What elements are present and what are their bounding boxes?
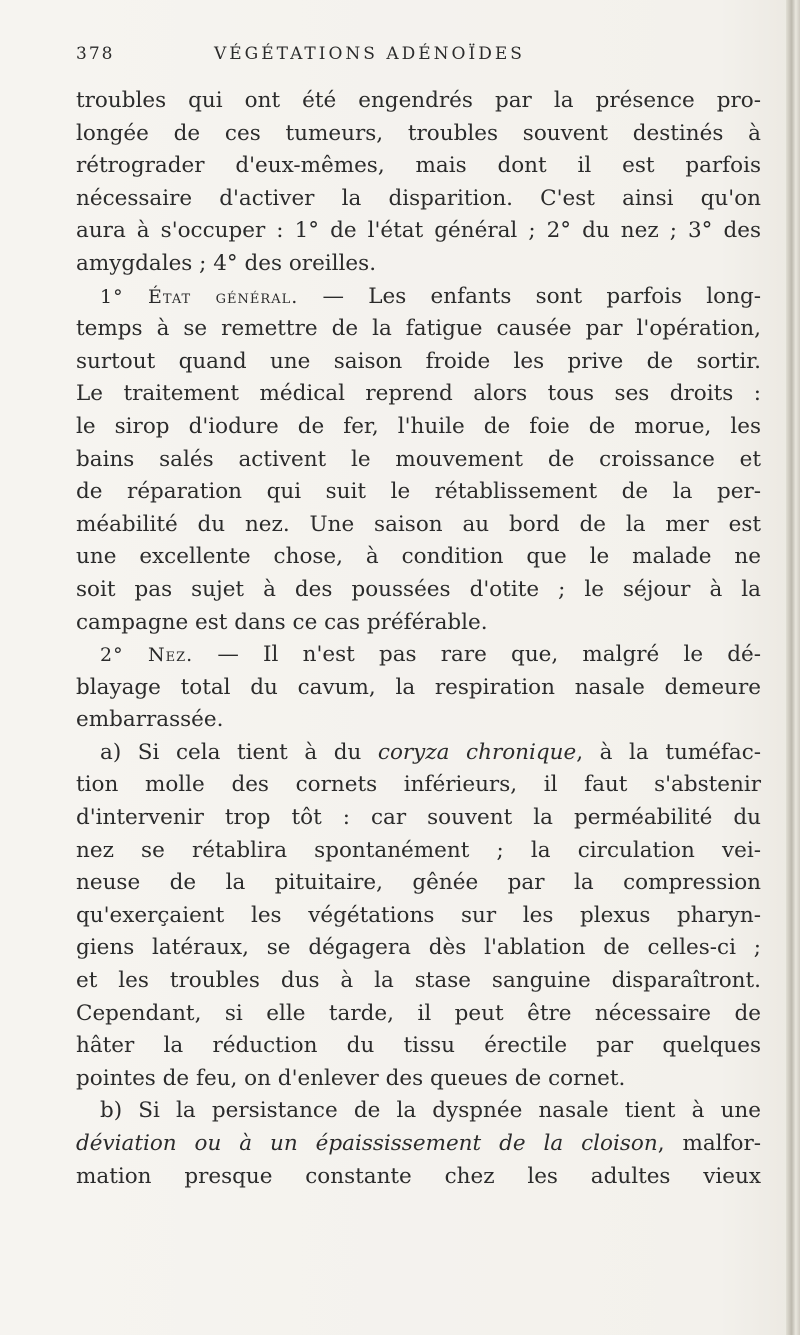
text-line: qu'exerçaient les végétations sur les plexus pharyn- (76, 902, 761, 928)
text-line: aura à s'occuper : 1° de l'état général ; 2° du nez ; 3° des (76, 218, 761, 244)
text-line: mation presque constante chez les adultes vieux (76, 1163, 761, 1189)
page-edge (786, 0, 800, 1335)
section-general-state-first-line (76, 281, 761, 314)
section-heading: 2° Nez. (100, 644, 194, 667)
para-b-first-line: b) Si la persistance de la dyspnée nasale tient à une (100, 1098, 761, 1124)
text-line: d'intervenir trop tôt : car souvent la perméabilité du (76, 805, 761, 831)
text-line: neuse de la pituitaire, gênée par la compression (76, 870, 761, 896)
page-number: 378 (76, 44, 115, 64)
text-line: troubles qui ont été engendrés par la présence pro- (76, 88, 761, 113)
running-title: VÉGÉTATIONS ADÉNOÏDES (214, 44, 525, 64)
emphasis: coryza chronique (377, 739, 577, 765)
text-line: une excellente chose, à condition que le malade ne (76, 544, 761, 570)
text-line: hâter la réduction du tissu érectile par quelques (76, 1033, 761, 1059)
text-line: embarrassée. (76, 707, 224, 733)
para-a-first-line (76, 737, 761, 770)
text-line: bains salés activent le mouvement de croissance et (76, 446, 761, 472)
text-line: tion molle des cornets inférieurs, il faut s'abstenir (76, 772, 761, 798)
text-line: rétrograder d'eux-mêmes, mais dont il est parfois (76, 153, 761, 179)
para-b-second-line (76, 1128, 761, 1161)
section-nose-first-line (76, 639, 761, 672)
section-heading: 1° État général. (100, 285, 299, 308)
text-line: amygdales ; 4° des oreilles. (76, 250, 377, 276)
running-header (76, 44, 696, 70)
text-line: de réparation qui suit le rétablissement de la per- (76, 479, 761, 505)
text-span: a) Si cela tient à du (100, 739, 378, 765)
emphasis: déviation ou à un épaississement de la cloison (76, 1131, 658, 1156)
text-span: , à la tuméfac- (576, 739, 762, 765)
text-line: campagne est dans ce cas préférable. (76, 609, 488, 635)
text-line: Le traitement médical reprend alors tous ses droits : (76, 381, 761, 407)
text-span: , malfor- (657, 1131, 761, 1156)
text-line: soit pas sujet à des poussées d'otite ; le séjour à la (76, 576, 761, 602)
text-line: giens latéraux, se dégagera dès l'ablation de celles-ci ; (76, 935, 761, 961)
body-text (76, 85, 761, 1193)
text-line: le sirop d'iodure de fer, l'huile de foie de morue, les (76, 413, 761, 439)
text-line: Cependant, si elle tarde, il peut être nécessaire de (76, 1000, 761, 1026)
text-line: blayage total du cavum, la respiration nasale demeure (76, 674, 761, 700)
text-line: temps à se remettre de la fatigue causée par l'opération, (76, 316, 761, 342)
text-span: — Les enfants sont parfois long- (298, 283, 761, 309)
text-line: et les troubles dus à la stase sanguine disparaîtront. (76, 968, 761, 994)
text-line: méabilité du nez. Une saison au bord de la mer est (76, 511, 761, 537)
text-line: pointes de feu, on d'enlever des queues de cornet. (76, 1065, 626, 1091)
text-line: nez se rétablira spontanément ; la circulation vei- (76, 837, 761, 863)
text-span: — Il n'est pas rare que, malgré le dé- (193, 642, 761, 668)
text-line: surtout quand une saison froide les prive de sortir. (76, 348, 761, 374)
text-line: nécessaire d'activer la disparition. C'est ainsi qu'on (76, 185, 761, 211)
text-line: longée de ces tumeurs, troubles souvent destinés à (76, 120, 761, 146)
